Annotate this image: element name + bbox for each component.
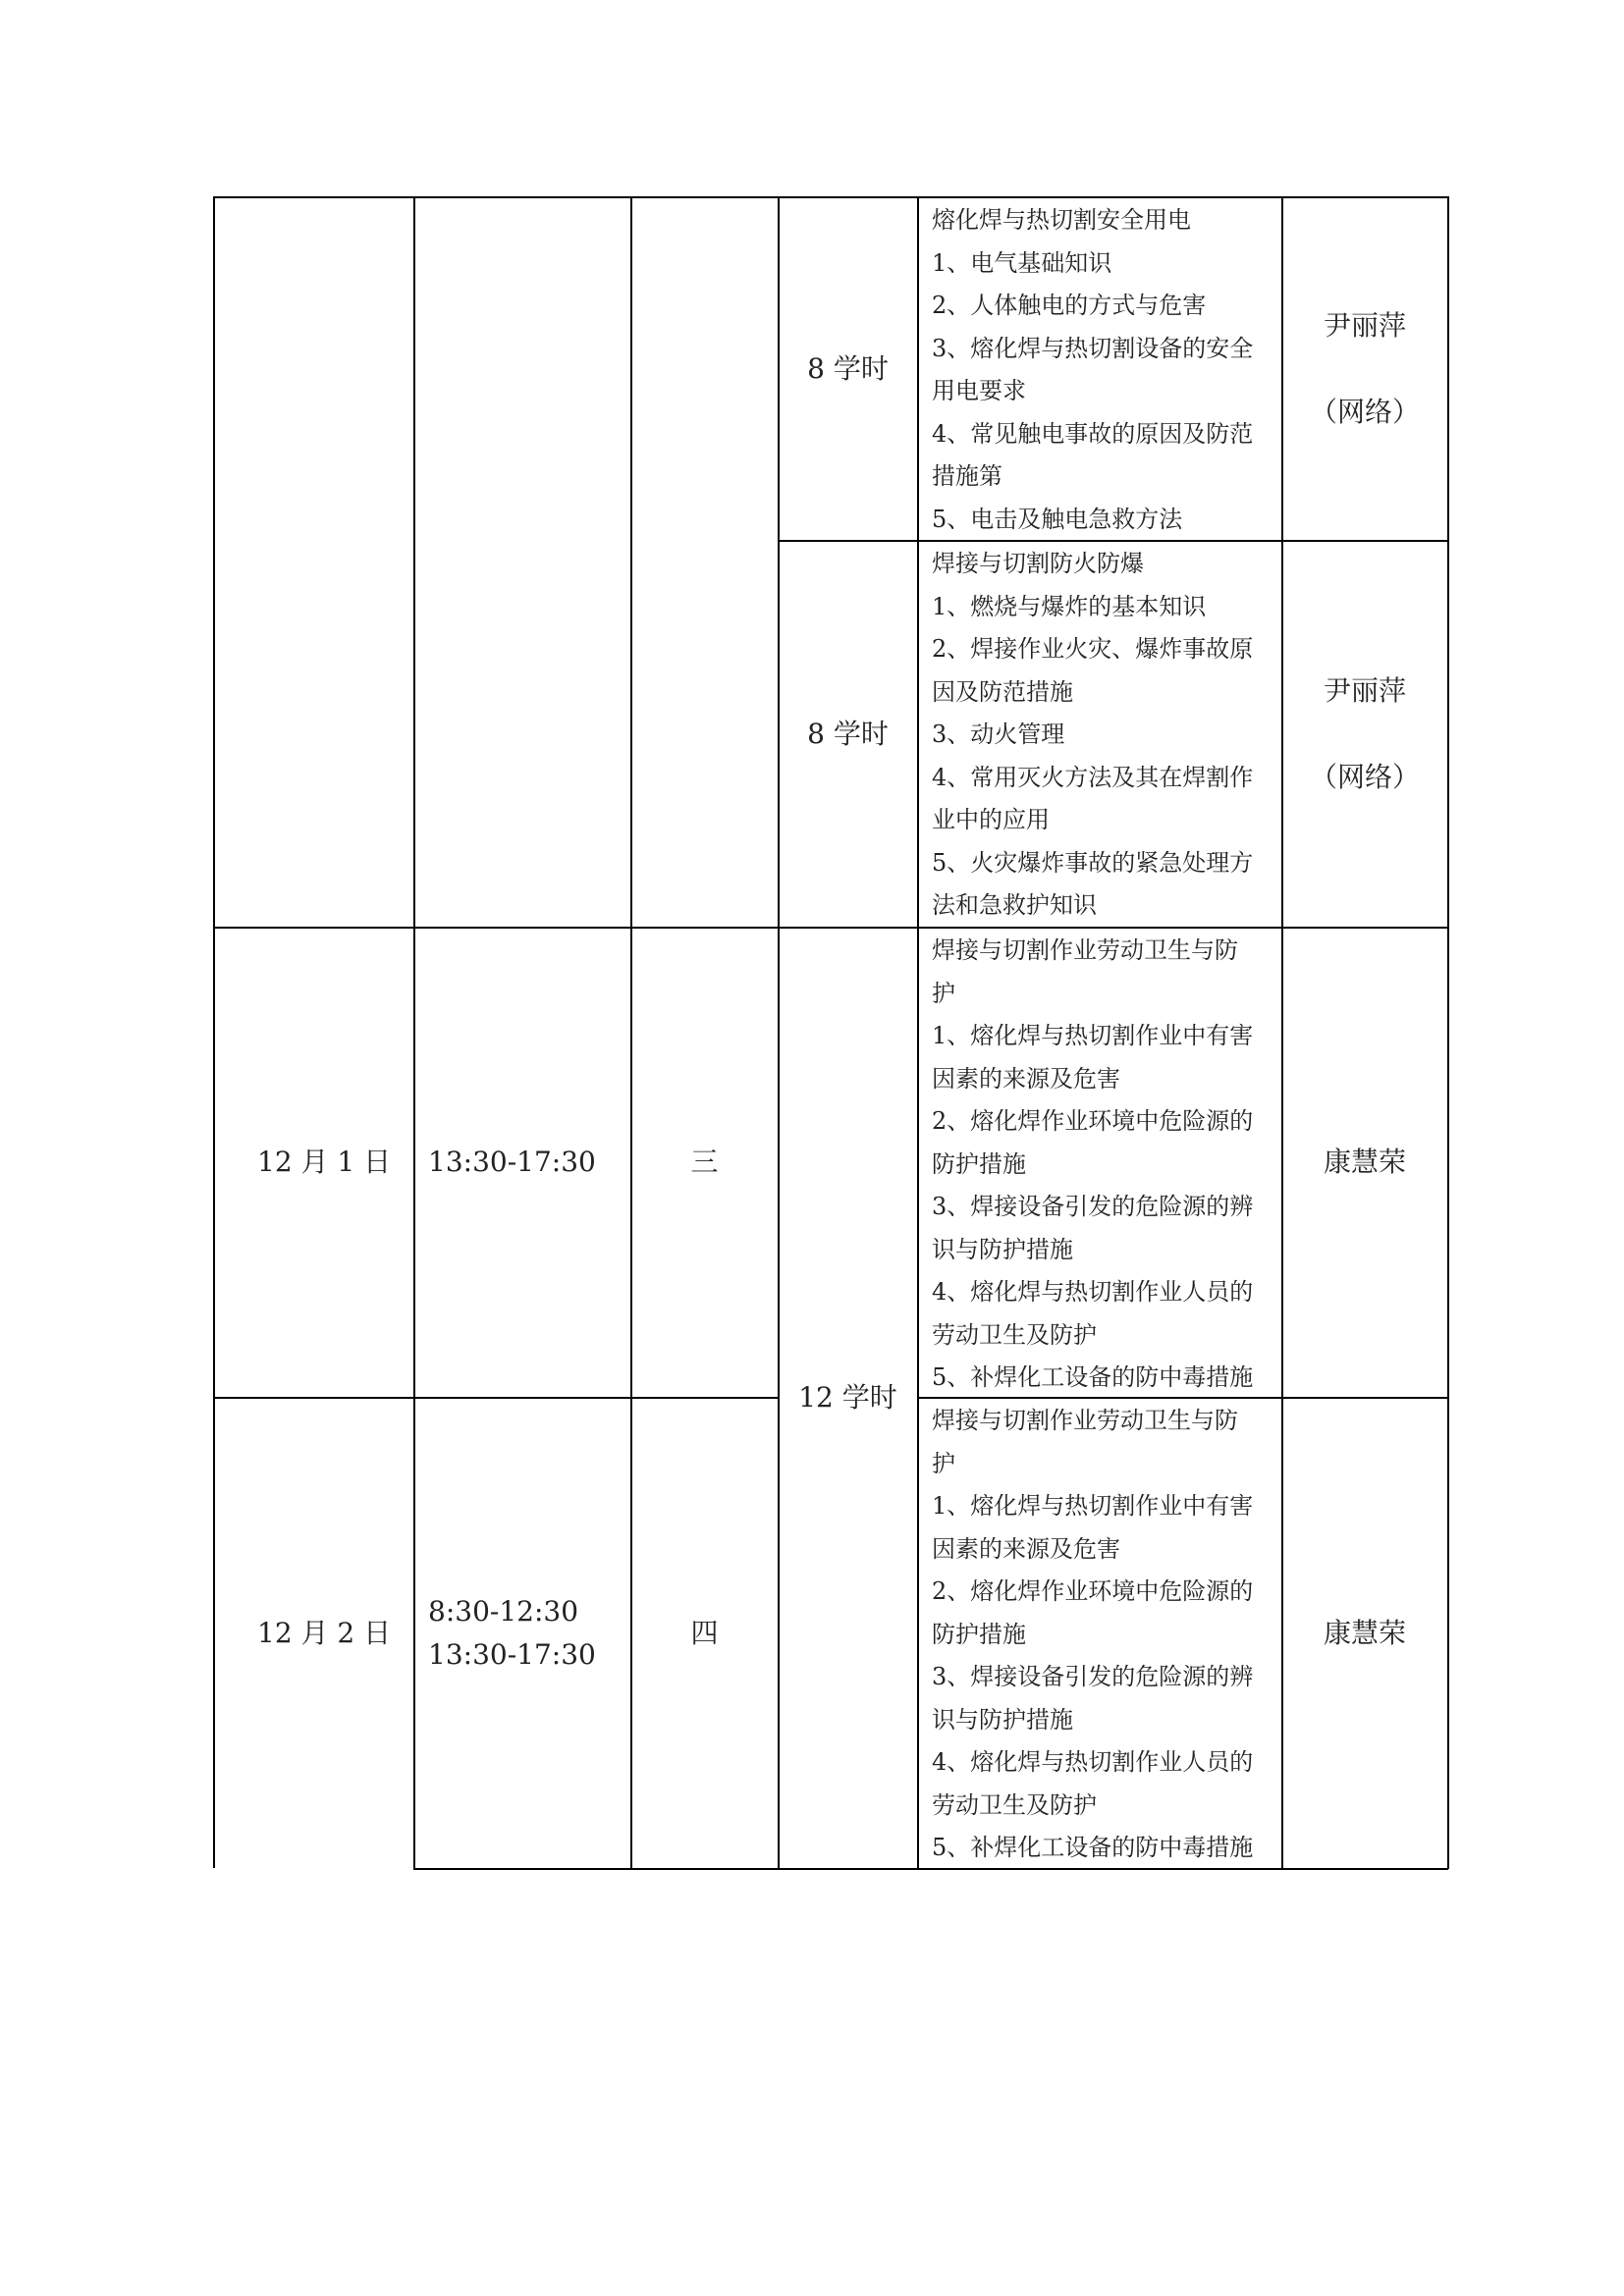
- content-line: 识与防护措施: [932, 1705, 1073, 1734]
- hours-cell: 8 学时: [807, 351, 889, 385]
- content-line: 4、常用灭火方法及其在焊割作: [932, 763, 1254, 791]
- content-line: 3、焊接设备引发的危险源的辨: [932, 1663, 1254, 1690]
- content-line: 因素的来源及危害: [932, 1534, 1120, 1563]
- content-line: 1、熔化焊与热切割作业中有害: [932, 1022, 1254, 1049]
- content-line: 识与防护措施: [932, 1235, 1073, 1263]
- content-line: 焊接与切割防火防爆: [932, 550, 1144, 577]
- teacher-cell: 尹丽萍 （网络）: [1309, 673, 1420, 793]
- table-border-left: [213, 196, 215, 1868]
- weekday-cell: 四: [690, 1616, 719, 1649]
- time-cell: 13:30-17:30: [428, 1146, 596, 1178]
- course-content-cell: [918, 928, 1281, 1397]
- content-line: 熔化焊与热切割安全用电: [932, 206, 1191, 234]
- content-line: 措施第: [932, 462, 1002, 490]
- content-line: 3、熔化焊与热切割设备的安全: [932, 334, 1254, 362]
- content-line: 4、常见触电事故的原因及防范: [932, 419, 1254, 448]
- time-cell: 8:30-12:30 13:30-17:30: [428, 1594, 596, 1671]
- content-line: 2、焊接作业火灾、爆炸事故原: [932, 635, 1254, 663]
- hours-cell: 12 学时: [798, 1381, 897, 1414]
- content-line: 护: [932, 1449, 955, 1477]
- date-cell: 12 月 1 日: [257, 1146, 392, 1178]
- content-line: 1、电气基础知识: [932, 248, 1112, 277]
- date-cell: 12 月 2 日: [257, 1616, 392, 1649]
- content-line: 5、补焊化工设备的防中毒措施: [932, 1834, 1254, 1861]
- content-line: 2、熔化焊作业环境中危险源的: [932, 1577, 1254, 1605]
- course-content-cell: [918, 1398, 1281, 1868]
- content-line: 4、熔化焊与热切割作业人员的: [932, 1278, 1254, 1306]
- table-border-bottom: [413, 1868, 1448, 1870]
- content-line: 2、熔化焊作业环境中危险源的: [932, 1107, 1254, 1135]
- content-line: 劳动卫生及防护: [932, 1320, 1097, 1349]
- table-border-right: [1447, 196, 1449, 1869]
- teacher-cell: 康慧荣: [1323, 1616, 1406, 1649]
- course-content-cell: [918, 541, 1281, 927]
- content-line: 业中的应用: [932, 806, 1050, 833]
- content-line: 法和急救护知识: [932, 891, 1097, 919]
- course-content-cell: [918, 197, 1281, 540]
- content-line: 用电要求: [932, 377, 1026, 404]
- content-line: 防护措施: [932, 1149, 1026, 1178]
- content-line: 2、人体触电的方式与危害: [932, 292, 1207, 319]
- content-line: 1、燃烧与爆炸的基本知识: [932, 592, 1207, 620]
- content-line: 焊接与切割作业劳动卫生与防: [932, 1407, 1238, 1434]
- content-line: 因及防范措施: [932, 677, 1073, 706]
- content-line: 因素的来源及危害: [932, 1064, 1120, 1093]
- content-line: 劳动卫生及防护: [932, 1790, 1097, 1819]
- content-line: 5、火灾爆炸事故的紧急处理方: [932, 848, 1254, 877]
- content-line: 1、熔化焊与热切割作业中有害: [932, 1492, 1254, 1520]
- content-line: 5、补焊化工设备的防中毒措施: [932, 1363, 1254, 1391]
- teacher-cell: 康慧荣: [1323, 1146, 1406, 1178]
- content-line: 3、焊接设备引发的危险源的辨: [932, 1193, 1254, 1220]
- content-line: 焊接与切割作业劳动卫生与防: [932, 936, 1238, 964]
- hours-cell: 8 学时: [807, 717, 889, 750]
- weekday-cell: 三: [690, 1146, 719, 1178]
- content-line: 5、电击及触电急救方法: [932, 505, 1183, 533]
- teacher-cell: 尹丽萍 （网络）: [1309, 308, 1420, 428]
- content-line: 3、动火管理: [932, 721, 1065, 748]
- content-line: 防护措施: [932, 1620, 1026, 1648]
- content-line: 护: [932, 979, 955, 1007]
- content-line: 4、熔化焊与热切割作业人员的: [932, 1748, 1254, 1776]
